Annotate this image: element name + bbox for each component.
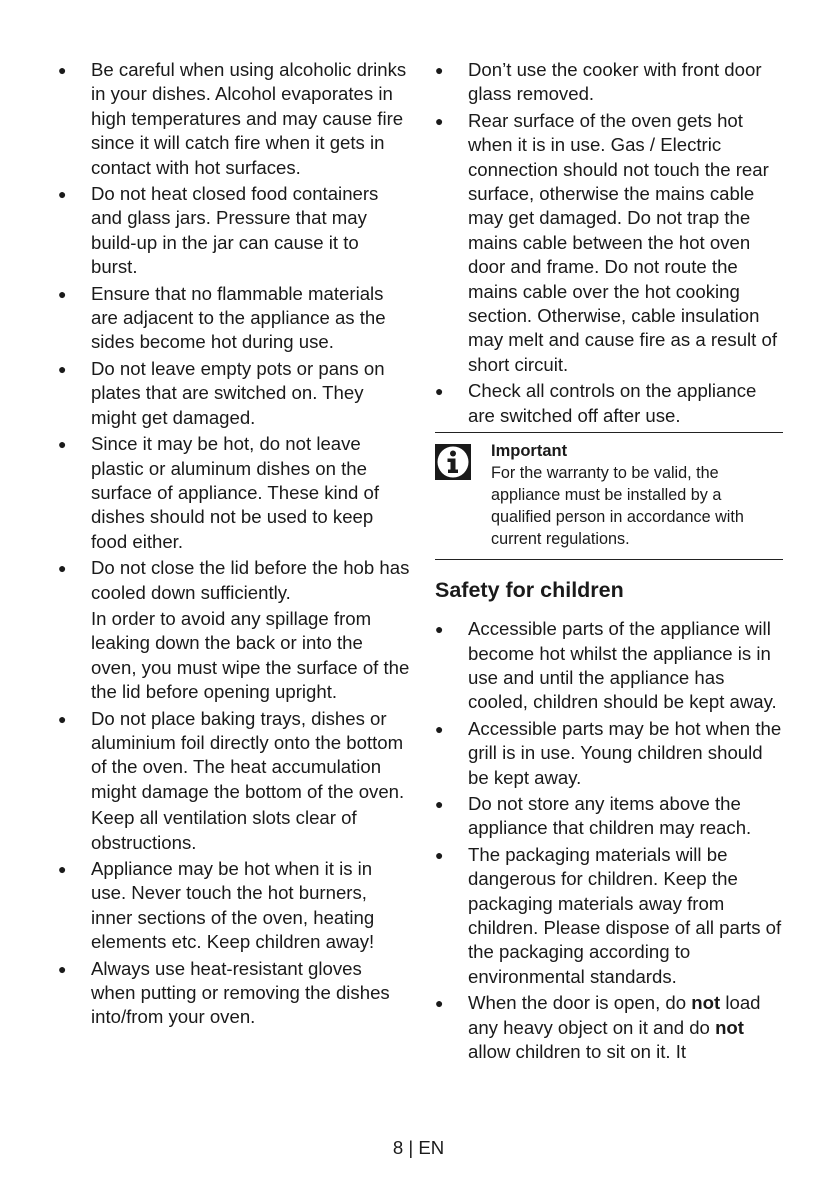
bullet-icon: ● (435, 720, 444, 737)
item-paragraph: Accessible parts of the appliance will become hot whilst the appliance is in use and until the appliance has cooled, children should be kept away. (468, 618, 777, 713)
list-item (58, 556, 410, 704)
list-item (58, 357, 410, 430)
list-item (58, 182, 410, 280)
section-heading: Safety for children (435, 578, 624, 603)
text-run: load any heavy object on it and do (468, 992, 761, 1038)
bold-text: not (715, 1016, 744, 1038)
bullet-icon: ● (435, 795, 444, 812)
left-column (58, 58, 410, 1032)
item-paragraph: Do not close the lid before the hob has cooled down sufficiently. (91, 557, 410, 603)
bullet-icon: ● (58, 710, 67, 727)
item-paragraph: Keep all ventilation slots clear of obstructions. (91, 807, 357, 853)
list-item (58, 282, 410, 355)
item-paragraph: Since it may be hot, do not leave plastic or aluminum dishes on the surface of appliance. These kind of dishes should not be used to keep food either. (91, 433, 380, 552)
note-body (491, 441, 783, 550)
bullet-icon: ● (58, 861, 67, 877)
item-paragraph: Always use heat-resistant gloves when putting or removing the dishes into/from your oven. (91, 957, 390, 1028)
last-bullet-list (435, 991, 783, 1064)
bullet-icon: ● (435, 846, 444, 863)
info-icon (435, 444, 471, 480)
item-paragraph: Don’t use the cooker with front door glass removed. (468, 59, 762, 105)
right-column (435, 58, 783, 1066)
item-paragraph: In order to avoid any spillage from leaking down the back or into the oven, you must wipe the surface of the the lid before opening upright. (91, 607, 410, 703)
bullet-icon: ● (58, 436, 67, 453)
page-number: 8 | EN (392, 1137, 445, 1158)
list-item (435, 58, 783, 107)
list-item (435, 617, 783, 715)
list-item (435, 109, 783, 377)
bullet-icon: ● (435, 62, 444, 78)
bullet-icon: ● (58, 360, 67, 377)
item-paragraph: Rear surface of the oven gets hot when it is in use. Gas / Electric connection should not touch the rear surface, otherwise the mains cable may get damaged. Do not trap the mains cable between the hot oven door and frame. Do not route the mains cable over the hot cooking section. Otherwise, cable insulation may melt and cause fire as a result of short circuit. (468, 109, 778, 375)
item-paragraph: Do not leave empty pots or pans on plates that are switched on. They might get damaged. (91, 357, 385, 428)
bullet-icon: ● (58, 960, 67, 977)
list-item (58, 957, 410, 1030)
bullet-icon: ● (58, 285, 67, 302)
list-item (435, 843, 783, 989)
note-title: Important (491, 442, 568, 461)
text-run: When the door is open, do (468, 992, 692, 1014)
important-note (435, 432, 783, 560)
last-item-text (468, 991, 783, 1064)
item-paragraph: The packaging materials will be dangerous for children. Keep the packaging materials away from children. Please dispose of all parts of the packaging according to environmental standards. (468, 843, 782, 987)
right-bullet-list (435, 58, 783, 428)
children-bullet-list (435, 617, 783, 989)
item-paragraph: Ensure that no flammable materials are adjacent to the appliance as the sides become hot during use. (91, 282, 386, 353)
list-item (435, 717, 783, 790)
bullet-icon: ● (58, 186, 67, 203)
list-item (435, 991, 783, 1064)
item-paragraph: Be careful when using alcoholic drinks in your dishes. Alcohol evaporates in high temperatures and may cause fire since it will catch fire when it gets in contact with hot surfaces. (91, 59, 407, 178)
item-paragraph: Do not place baking trays, dishes or aluminium foil directly onto the bottom of the oven. The heat accumulation might damage the bottom of the oven. (91, 707, 405, 802)
left-bullet-list (58, 58, 410, 1030)
item-paragraph: Do not heat closed food containers and glass jars. Pressure that may build-up in the jar can cause it to burst. (91, 183, 379, 278)
note-text: For the warranty to be valid, the appliance must be installed by a qualified person in accordance with current regulations. (491, 464, 744, 549)
bullet-icon: ● (435, 383, 444, 400)
list-item (58, 857, 410, 955)
list-item (58, 707, 410, 855)
list-item (58, 432, 410, 554)
item-paragraph: Appliance may be hot when it is in use. Never touch the hot burners, inner sections of the oven, heating elements etc. Keep children away! (91, 858, 375, 953)
text-run: allow children to sit on it. It (468, 1041, 687, 1062)
bullet-icon: ● (58, 62, 67, 78)
bold-text: not (691, 992, 721, 1014)
item-paragraph: Do not store any items above the appliance that children may reach. (468, 792, 752, 839)
bullet-icon: ● (58, 560, 67, 577)
bullet-icon: ● (435, 621, 444, 638)
bullet-icon: ● (435, 112, 444, 129)
item-paragraph: Check all controls on the appliance are switched off after use. (468, 380, 757, 426)
list-item (58, 58, 410, 180)
list-item (435, 379, 783, 428)
list-item (435, 792, 783, 841)
bullet-icon: ● (435, 995, 444, 1012)
item-paragraph: Accessible parts may be hot when the grill is in use. Young children should be kept away. (468, 717, 782, 788)
